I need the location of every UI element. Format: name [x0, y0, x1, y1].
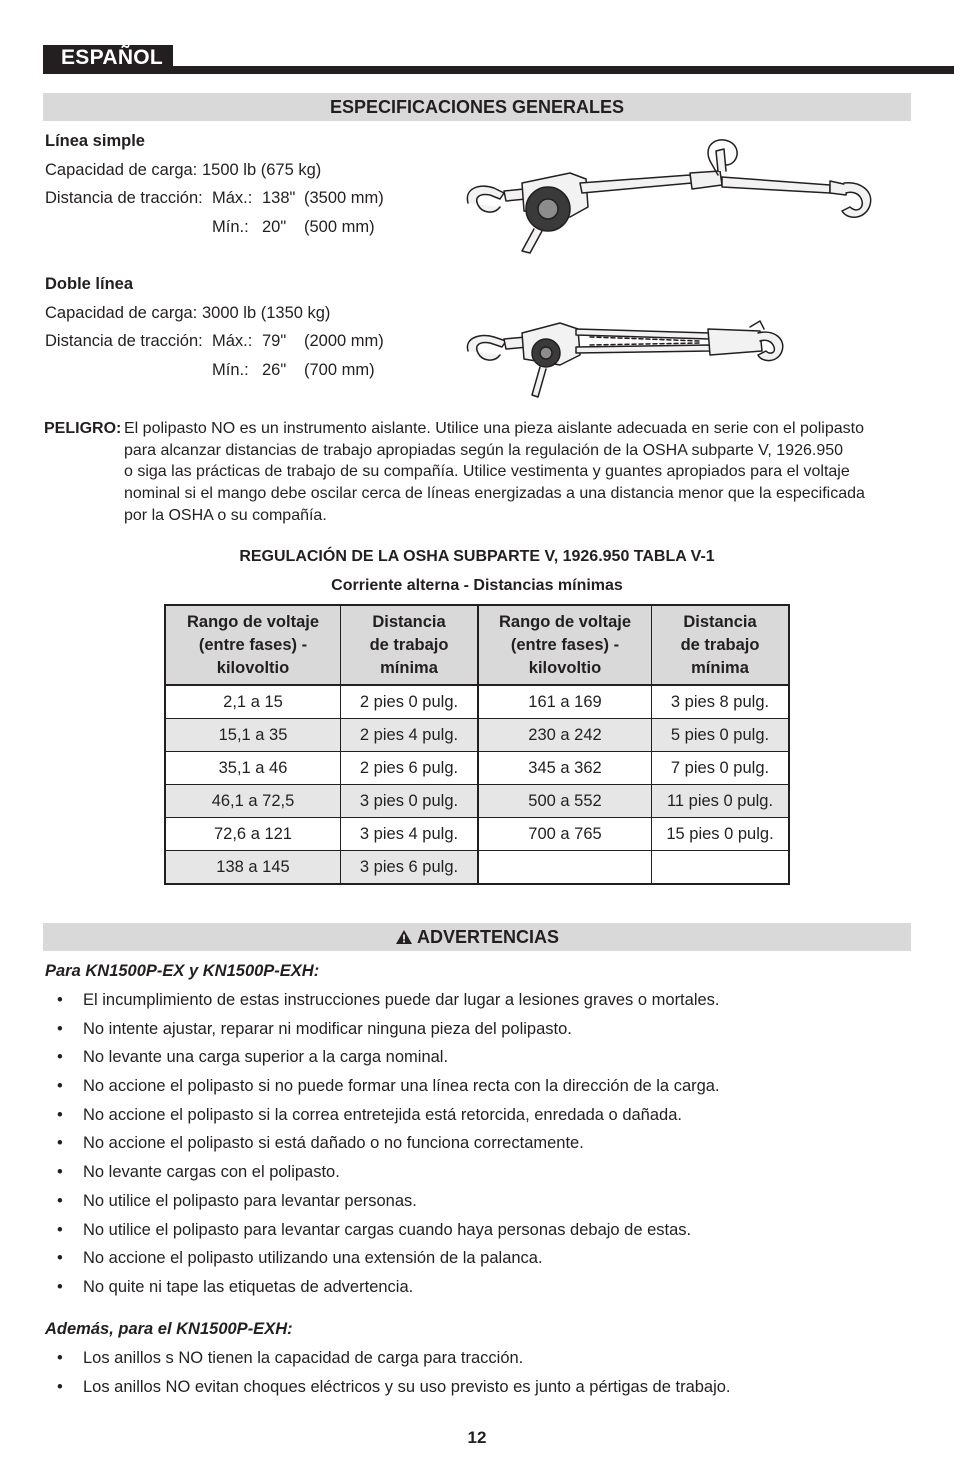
- single-capacity-label: Capacidad de carga:: [45, 161, 198, 179]
- table-row: [165, 685, 789, 719]
- header-line: mínima: [380, 658, 438, 677]
- double-max-label: Máx.:: [212, 332, 253, 350]
- table-title: REGULACIÓN DE LA OSHA SUBPARTE V, 1926.950 TABLA V-1: [239, 548, 715, 565]
- single-min-in: 20": [262, 218, 287, 236]
- table-header-cell: [652, 605, 790, 685]
- table-cell: [478, 851, 652, 885]
- table-row: [165, 851, 789, 885]
- table-cell: 230 a 242: [478, 719, 652, 752]
- danger-line: por la OSHA o su compañía.: [124, 506, 327, 524]
- table-cell: 15 pies 0 pulg.: [652, 818, 790, 851]
- list-item: • El incumplimiento de estas instrucciones puede dar lugar a lesiones graves o mortales.: [57, 986, 720, 1015]
- table-cell: 2 pies 4 pulg.: [341, 719, 479, 752]
- table-cell: 3 pies 4 pulg.: [341, 818, 479, 851]
- header-line: de trabajo: [369, 635, 449, 654]
- danger-line: para alcanzar distancias de trabajo apropiadas según la regulación de la OSHA subparte V, 1926.950: [124, 441, 844, 459]
- table-cell: 11 pies 0 pulg.: [652, 785, 790, 818]
- list-item: • Los anillos s NO tienen la capacidad de carga para tracción.: [57, 1344, 731, 1373]
- table-header-cell: [165, 605, 341, 685]
- table-cell: 500 a 552: [478, 785, 652, 818]
- table-cell: 3 pies 8 pulg.: [652, 685, 790, 719]
- warnings-heading-bar: [43, 923, 911, 951]
- list-item: • No accione el polipasto si está dañado o no funciona correctamente.: [57, 1129, 720, 1158]
- double-min-mm: (700 mm): [304, 361, 375, 379]
- double-capacity-label: Capacidad de carga:: [45, 304, 198, 322]
- double-max-in: 79": [262, 332, 287, 350]
- danger-line: El polipasto NO es un instrumento aislante. Utilice una pieza aislante adecuada en serie con el polipasto: [124, 420, 864, 437]
- list-item: • No levante cargas con el polipasto.: [57, 1158, 720, 1187]
- table-row: [165, 752, 789, 785]
- single-distance-label: Distancia de tracción:: [45, 189, 203, 207]
- table-cell: 3 pies 0 pulg.: [341, 785, 479, 818]
- table-cell: 7 pies 0 pulg.: [652, 752, 790, 785]
- warnings-heading: ADVERTENCIAS: [416, 927, 559, 947]
- table-cell: 161 a 169: [478, 685, 652, 719]
- specs-heading: ESPECIFICACIONES GENERALES: [43, 93, 911, 121]
- list-item: • No intente ajustar, reparar ni modificar ninguna pieza del polipasto.: [57, 1015, 720, 1044]
- single-line-title: Línea simple: [45, 132, 145, 150]
- page-number: 12: [467, 1428, 487, 1447]
- list-item: • No utilice el polipasto para levantar cargas cuando haya personas debajo de estas.: [57, 1216, 720, 1245]
- single-min-label: Mín.:: [212, 218, 249, 236]
- double-line-hoist-illustration: [460, 315, 790, 400]
- table-cell: 2 pies 0 pulg.: [341, 685, 479, 719]
- header-line: Distancia: [372, 612, 446, 631]
- list-item: • No accione el polipasto si la correa entretejida está retorcida, enredada o dañada.: [57, 1101, 720, 1130]
- double-min-in: 26": [262, 361, 287, 379]
- table-subtitle: Corriente alterna - Distancias mínimas: [331, 577, 623, 594]
- table-cell: 72,6 a 121: [165, 818, 341, 851]
- warnings-group1-title: Para KN1500P-EX y KN1500P-EXH:: [45, 962, 320, 980]
- table-cell: 5 pies 0 pulg.: [652, 719, 790, 752]
- single-max-in: 138": [262, 189, 296, 207]
- header-line: de trabajo: [680, 635, 760, 654]
- single-max-mm: (3500 mm): [304, 189, 384, 207]
- table-row: [165, 719, 789, 752]
- double-line-title: Doble línea: [45, 275, 134, 293]
- single-line-hoist-illustration: [460, 133, 880, 258]
- header-line: Rango de voltaje: [186, 612, 320, 631]
- table-cell: 2,1 a 15: [165, 685, 341, 719]
- header-line: kilovoltio: [216, 658, 290, 677]
- double-min-label: Mín.:: [212, 361, 249, 379]
- header-line: (entre fases) -: [198, 635, 308, 654]
- single-max-label: Máx.:: [212, 189, 253, 207]
- table-cell: 138 a 145: [165, 851, 341, 885]
- double-capacity-value: 3000 lb (1350 kg): [202, 304, 331, 322]
- list-item: • No levante una carga superior a la carga nominal.: [57, 1043, 720, 1072]
- double-max-mm: (2000 mm): [304, 332, 384, 350]
- danger-label: PELIGRO:: [44, 420, 122, 437]
- list-item: • No quite ni tape las etiquetas de advertencia.: [57, 1273, 720, 1302]
- header-line: (entre fases) -: [510, 635, 620, 654]
- table-header-cell: [478, 605, 652, 685]
- list-item: • No accione el polipasto utilizando una extensión de la palanca.: [57, 1244, 720, 1273]
- table-cell: 345 a 362: [478, 752, 652, 785]
- list-item: • Los anillos NO evitan choques eléctricos y su uso previsto es junto a pértigas de trabajo.: [57, 1373, 731, 1402]
- table-cell: 700 a 765: [478, 818, 652, 851]
- warning-triangle-icon: [395, 929, 413, 945]
- table-cell: 46,1 a 72,5: [165, 785, 341, 818]
- danger-line: o siga las prácticas de trabajo de su compañía. Utilice vestimenta y guantes apropiados para el voltaje: [124, 463, 850, 481]
- header-line: kilovoltio: [528, 658, 602, 677]
- table-row: [165, 785, 789, 818]
- single-min-mm: (500 mm): [304, 218, 375, 236]
- danger-line: nominal si el mango debe oscilar cerca de líneas energizadas a una distancia menor que la especificada: [124, 485, 865, 503]
- single-capacity-value: 1500 lb (675 kg): [202, 161, 322, 179]
- double-distance-label: Distancia de tracción:: [45, 332, 203, 350]
- header-line: mínima: [691, 658, 749, 677]
- header-rule: [43, 66, 954, 74]
- table-header-cell: [341, 605, 479, 685]
- table-row: [165, 818, 789, 851]
- table-cell: 15,1 a 35: [165, 719, 341, 752]
- list-item: • No accione el polipasto si no puede formar una línea recta con la dirección de la carga.: [57, 1072, 720, 1101]
- table-cell: 3 pies 6 pulg.: [341, 851, 479, 885]
- warnings-group1-list: [57, 986, 720, 1302]
- header-line: Distancia: [683, 612, 757, 631]
- header-line: Rango de voltaje: [498, 612, 632, 631]
- table-cell: [652, 851, 790, 885]
- warnings-group2-title: Además, para el KN1500P-EXH:: [45, 1320, 293, 1338]
- table-cell: 2 pies 6 pulg.: [341, 752, 479, 785]
- danger-notice: [44, 418, 889, 527]
- language-tab: ESPAÑOL: [43, 45, 173, 71]
- osha-distance-table: [164, 604, 790, 885]
- list-item: • No utilice el polipasto para levantar personas.: [57, 1187, 720, 1216]
- table-cell: 35,1 a 46: [165, 752, 341, 785]
- warnings-group2-list: [57, 1344, 731, 1401]
